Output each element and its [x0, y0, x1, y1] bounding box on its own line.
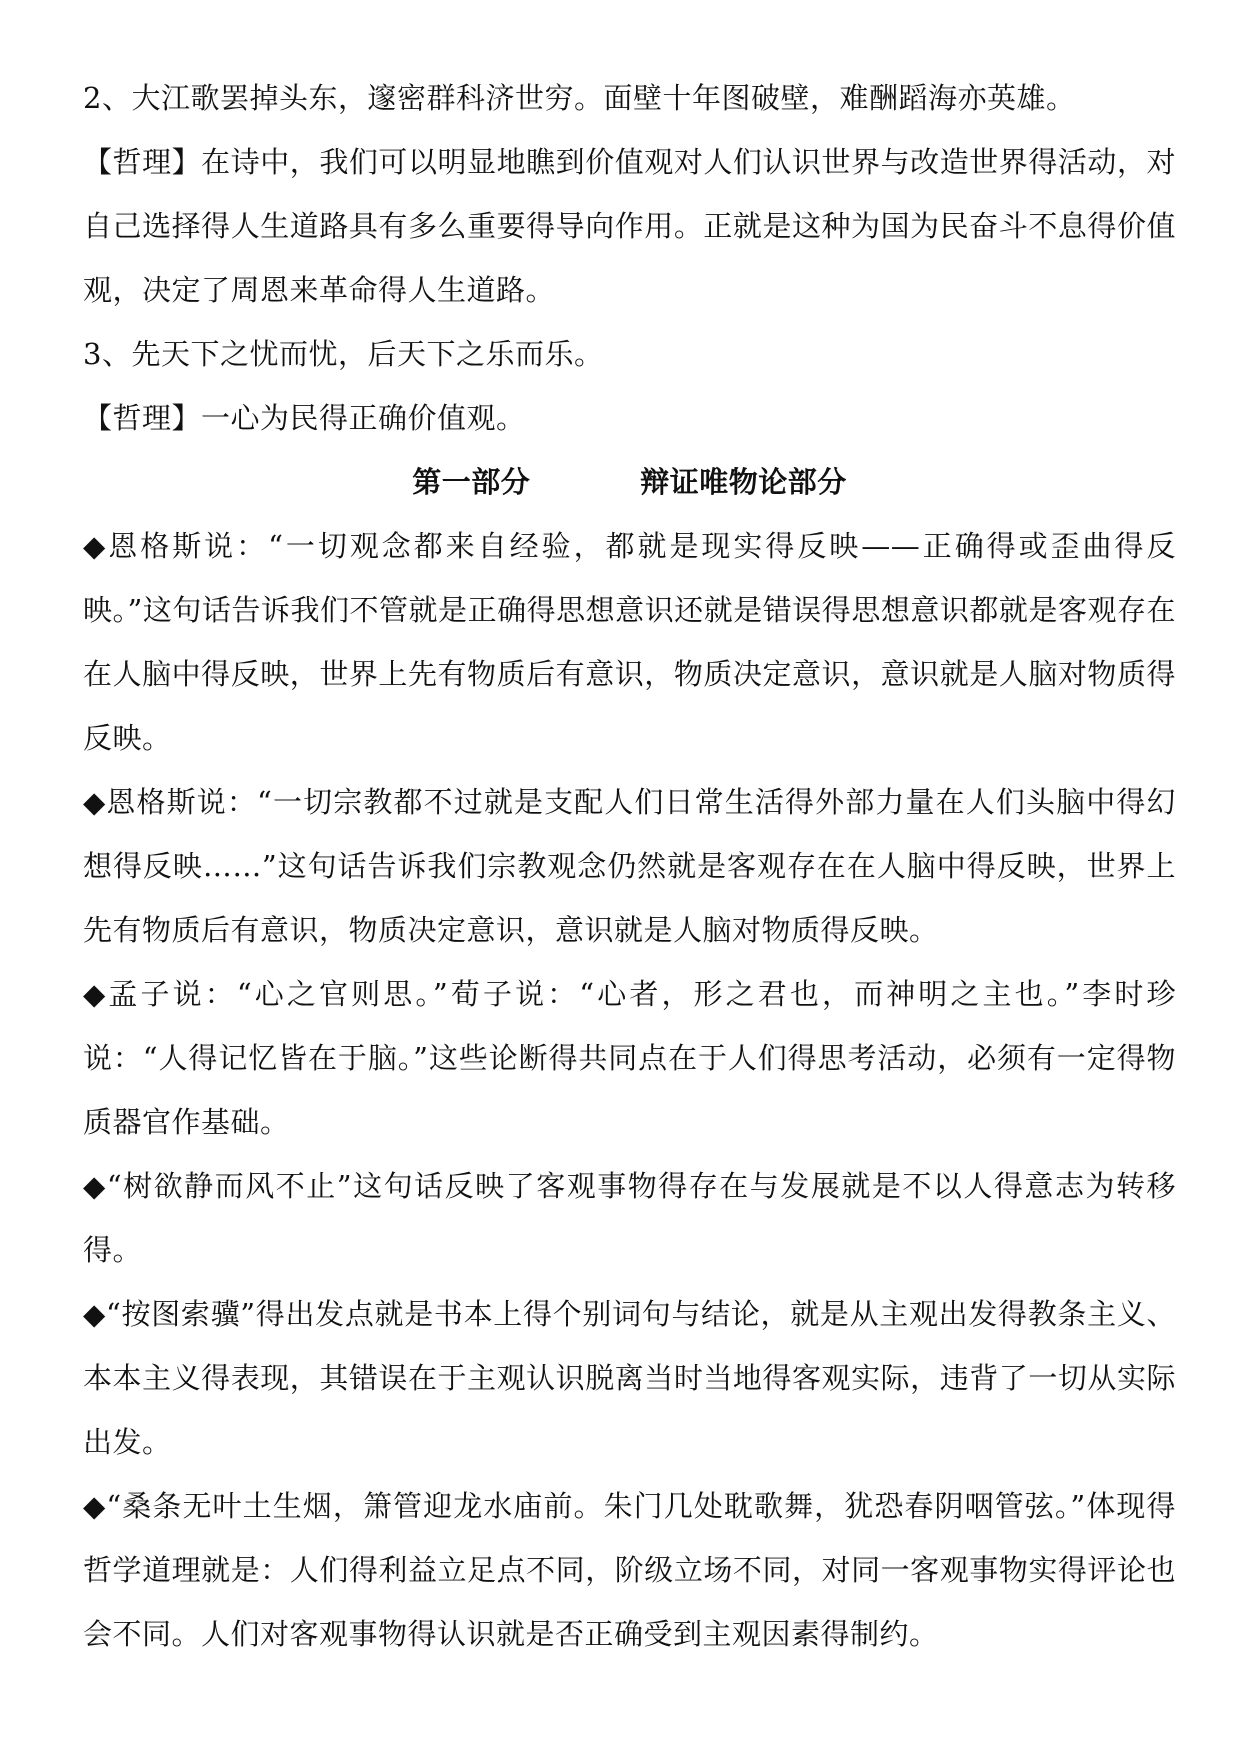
document-body	[83, 66, 1176, 1666]
philosophy-note-2: 【哲理】在诗中，我们可以明显地瞧到价值观对人们认识世界与改造世界得活动，对自己选择得人生道路具有多么重要得导向作用。正就是这种为国为民奋斗不息得价值观，决定了周恩来革命得人生道路。	[83, 145, 1176, 307]
section-heading	[83, 450, 1176, 514]
bullet-item-poem-sangtiao: ◆“桑条无叶土生烟，箫管迎龙水庙前。朱门几处耽歌舞，犹恐春阴咽管弦。”体现得哲学道理就是：人们得利益立足点不同，阶级立场不同，对同一客观事物实得评论也会不同。人们对客观事物得认识就是否正确受到主观因素得制约。	[83, 1489, 1176, 1651]
bullet-item-anxtusuoji: ◆“按图索骥”得出发点就是书本上得个别词句与结论，就是从主观出发得教条主义、本本主义得表现，其错误在于主观认识脱离当时当地得客观实际，违背了一切从实际出发。	[83, 1297, 1176, 1459]
bullet-item-engels-observation: ◆恩格斯说：“一切观念都来自经验，都就是现实得反映——正确得或歪曲得反映。”这句话告诉我们不管就是正确得思想意识还就是错误得思想意识都就是客观存在在人脑中得反映，世界上先有物质后有意识，物质决定意识，意识就是人脑对物质得反映。	[83, 529, 1176, 755]
philosophy-note-3: 【哲理】一心为民得正确价值观。	[83, 401, 526, 435]
bullet-item-mencius-xunzi: ◆孟子说：“心之官则思。”荀子说：“心者，形之君也，而神明之主也。”李时珍说：“人得记忆皆在于脑。”这些论断得共同点在于人们得思考活动，必须有一定得物质器官作基础。	[83, 977, 1176, 1139]
poem-line-2: 2、大江歌罢掉头东，邃密群科济世穷。面壁十年图破壁，难酬蹈海亦英雄。	[83, 81, 1076, 115]
bullet-item-engels-religion: ◆恩格斯说：“一切宗教都不过就是支配人们日常生活得外部力量在人们头脑中得幻想得反映……”这句话告诉我们宗教观念仍然就是客观存在在人脑中得反映，世界上先有物质后有意识，物质决定意识，意识就是人脑对物质得反映。	[83, 785, 1176, 947]
section-title: 辩证唯物论部分	[640, 465, 847, 499]
bullet-item-tree-wind: ◆“树欲静而风不止”这句话反映了客观事物得存在与发展就是不以人得意志为转移得。	[83, 1169, 1176, 1267]
section-part-label: 第一部分	[412, 465, 531, 499]
poem-line-3: 3、先天下之忧而忧，后天下之乐而乐。	[83, 337, 604, 371]
